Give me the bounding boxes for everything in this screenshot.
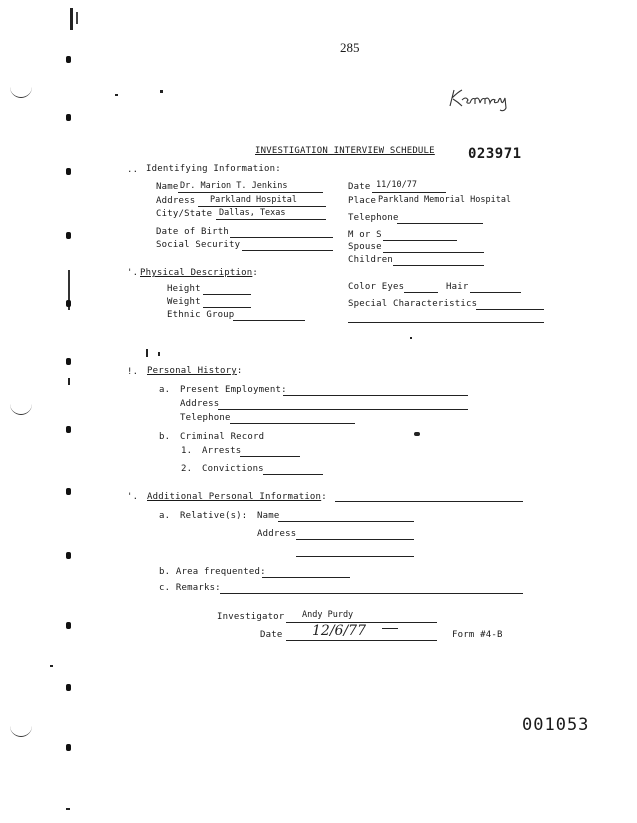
document-stamp-bottom: 001053 <box>522 715 590 735</box>
additional-info-heading-text: Additional Personal Information <box>147 492 322 502</box>
social-security-label: Social Security <box>156 240 241 250</box>
footer-date-label: Date <box>260 630 283 640</box>
physical-heading-colon: : <box>252 268 258 278</box>
address-label: Address <box>156 196 196 206</box>
telephone-label: Telephone <box>348 213 399 223</box>
convictions-label: Convictions <box>202 464 264 474</box>
investigator-value: Andy Purdy <box>302 610 354 620</box>
scan-dot <box>66 684 71 691</box>
scan-dot <box>66 426 71 433</box>
scan-arc <box>10 404 32 415</box>
section-marker-1: .. <box>127 165 139 175</box>
scan-speck <box>414 432 420 436</box>
date-value: 11/10/77 <box>376 180 417 190</box>
arrests-number: 1. <box>181 446 193 456</box>
scan-speck <box>115 94 118 96</box>
weight-label: Weight <box>167 297 201 307</box>
scan-speck <box>160 90 163 93</box>
scan-arc <box>10 726 32 737</box>
ethnic-group-label: Ethnic Group <box>167 310 235 320</box>
scan-dot <box>66 232 71 239</box>
convictions-number: 2. <box>181 464 193 474</box>
form-number-label: Form #4-B <box>452 630 503 640</box>
relative-address-label: Address <box>257 529 297 539</box>
identifying-heading: Identifying Information: <box>146 164 281 174</box>
scan-dot <box>66 168 71 175</box>
scan-speck <box>410 337 412 339</box>
address-value: Parkland Hospital <box>210 195 297 205</box>
item-b-letter: b. <box>159 432 171 442</box>
place-value: Parkland Memorial Hospital <box>378 195 512 205</box>
footer-date-value: 12/6/77 <box>312 623 366 639</box>
m-or-s-label: M or S <box>348 230 382 240</box>
scan-dot <box>66 114 71 121</box>
document-stamp-top: 023971 <box>468 146 522 162</box>
city-state-value: Dallas, Texas <box>219 208 286 218</box>
scan-dot <box>66 300 71 307</box>
arrests-label: Arrests <box>202 446 242 456</box>
remarks-label: c. Remarks: <box>159 583 221 593</box>
section-marker-2: '. <box>127 268 139 278</box>
physical-heading-text: Physical Description <box>140 268 253 278</box>
binder-mark-top <box>70 8 73 30</box>
name-label: Name <box>156 182 179 192</box>
personal-history-heading <box>147 366 243 377</box>
criminal-record-label: Criminal Record <box>180 432 265 442</box>
handwritten-signature <box>448 84 518 114</box>
scan-dot <box>66 552 71 559</box>
name-value: Dr. Marion T. Jenkins <box>180 181 288 191</box>
city-state-label: City/State <box>156 209 213 219</box>
scan-speck <box>158 352 160 356</box>
date-of-birth-label: Date of Birth <box>156 227 230 237</box>
scan-dot <box>66 358 71 365</box>
binder-mark-top-short <box>76 12 78 24</box>
area-frequented-label: b. Area frequented: <box>159 567 266 577</box>
additional-info-heading <box>147 492 327 503</box>
employment-address-label: Address <box>180 399 220 409</box>
employment-telephone-label: Telephone <box>180 413 231 423</box>
height-label: Height <box>167 284 201 294</box>
physical-heading <box>140 268 258 279</box>
personal-history-heading-text: Personal History <box>147 366 237 376</box>
scan-dot <box>66 622 71 629</box>
place-label: Place <box>348 196 377 206</box>
scan-speck <box>68 378 70 385</box>
section-marker-3: !. <box>127 367 139 377</box>
relative-name-label: Name <box>257 511 280 521</box>
scan-speck <box>66 808 70 810</box>
form-title: INVESTIGATION INTERVIEW SCHEDULE <box>255 146 435 156</box>
children-label: Children <box>348 255 393 265</box>
scan-arc <box>10 87 32 98</box>
relatives-item-letter: a. <box>159 511 171 521</box>
date-label: Date <box>348 182 371 192</box>
hair-label: Hair <box>446 282 469 292</box>
additional-info-heading-colon: : <box>321 492 327 502</box>
personal-history-heading-colon: : <box>236 366 243 376</box>
scan-dot <box>66 744 71 751</box>
scan-dot <box>66 488 71 495</box>
scan-speck <box>50 665 53 667</box>
spouse-label: Spouse <box>348 242 382 252</box>
item-a-letter: a. <box>159 385 171 395</box>
section-marker-4: '. <box>127 492 139 502</box>
special-characteristics-label: Special Characteristics <box>348 299 478 309</box>
relatives-label: Relative(s): <box>180 511 248 521</box>
page-number: 285 <box>340 40 360 55</box>
investigator-label: Investigator <box>217 612 285 622</box>
scan-speck <box>146 349 148 357</box>
scan-dot <box>66 56 71 63</box>
color-eyes-label: Color Eyes <box>348 282 405 292</box>
present-employment-label: Present Employment: <box>180 385 287 395</box>
